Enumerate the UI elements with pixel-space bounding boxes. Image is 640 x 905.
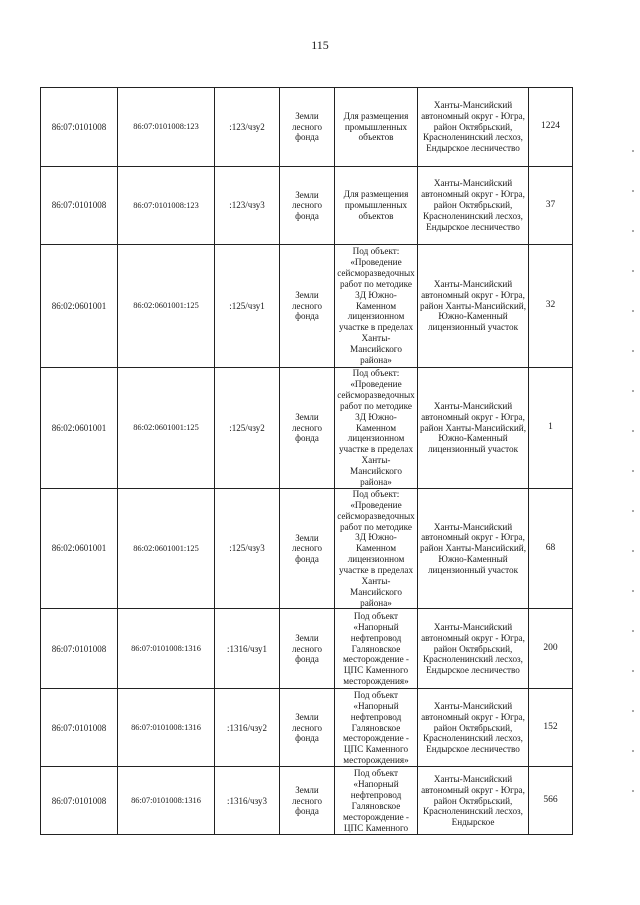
area-cell: 1 <box>529 368 573 489</box>
cadastral-number-cell: 86:02:0601001:125 <box>118 489 215 609</box>
part-number-cell: :125/чзу1 <box>215 245 280 368</box>
land-category-cell: Земли лесного фонда <box>280 489 335 609</box>
scan-edge-marks <box>632 150 636 850</box>
land-category-cell: Земли лесного фонда <box>280 88 335 167</box>
cadastral-number-cell: 86:07:0101008:1316 <box>118 609 215 689</box>
cadastral-quarter-cell: 86:02:0601001 <box>41 489 118 609</box>
permitted-use-cell: Для размещения промышленных объектов <box>335 88 418 167</box>
land-category-cell: Земли лесного фонда <box>280 609 335 689</box>
permitted-use-cell: Под объект: «Проведение сейсморазведочных работ по методике 3Д Южно-Каменном лицензионном участке в пределах Ханты-Мансийского района» <box>335 245 418 368</box>
location-cell: Ханты-Мансийский автономный округ - Югра, район Ханты-Мансийский, Южно-Каменный лицензионный участок <box>418 245 529 368</box>
land-category-cell: Земли лесного фонда <box>280 368 335 489</box>
part-number-cell: :1316/чзу3 <box>215 767 280 835</box>
part-number-cell: :123/чзу3 <box>215 167 280 245</box>
cadastral-quarter-cell: 86:07:0101008 <box>41 88 118 167</box>
area-cell: 566 <box>529 767 573 835</box>
location-cell: Ханты-Мансийский автономный округ - Югра, район Ханты-Мансийский, Южно-Каменный лицензионный участок <box>418 368 529 489</box>
cadastral-quarter-cell: 86:07:0101008 <box>41 609 118 689</box>
land-category-cell: Земли лесного фонда <box>280 245 335 368</box>
location-cell: Ханты-Мансийский автономный округ - Югра, район Октябрьский, Красноленинский лесхоз, Ендырское лесничество <box>418 88 529 167</box>
land-category-cell: Земли лесного фонда <box>280 167 335 245</box>
cadastral-number-cell: 86:07:0101008:123 <box>118 167 215 245</box>
cadastral-number-cell: 86:02:0601001:125 <box>118 368 215 489</box>
area-cell: 68 <box>529 489 573 609</box>
cadastral-quarter-cell: 86:07:0101008 <box>41 167 118 245</box>
part-number-cell: :125/чзу3 <box>215 489 280 609</box>
area-cell: 37 <box>529 167 573 245</box>
land-category-cell: Земли лесного фонда <box>280 689 335 767</box>
table-row <box>41 767 573 835</box>
area-cell: 200 <box>529 609 573 689</box>
table-body <box>41 88 573 835</box>
part-number-cell: :1316/чзу1 <box>215 609 280 689</box>
table-row <box>41 609 573 689</box>
cadastral-quarter-cell: 86:07:0101008 <box>41 767 118 835</box>
table-row <box>41 689 573 767</box>
land-category-cell: Земли лесного фонда <box>280 767 335 835</box>
table-row <box>41 167 573 245</box>
table-row <box>41 368 573 489</box>
table-row <box>41 489 573 609</box>
area-cell: 32 <box>529 245 573 368</box>
permitted-use-cell: Для размещения промышленных объектов <box>335 167 418 245</box>
area-cell: 152 <box>529 689 573 767</box>
location-cell: Ханты-Мансийский автономный округ - Югра, район Октябрьский, Красноленинский лесхоз, Ендырское лесничество <box>418 689 529 767</box>
table-row <box>41 88 573 167</box>
permitted-use-cell: Под объект: «Проведение сейсморазведочных работ по методике 3Д Южно-Каменном лицензионном участке в пределах Ханты-Мансийского района» <box>335 368 418 489</box>
cadastral-number-cell: 86:07:0101008:123 <box>118 88 215 167</box>
cadastral-quarter-cell: 86:02:0601001 <box>41 368 118 489</box>
part-number-cell: :125/чзу2 <box>215 368 280 489</box>
cadastral-quarter-cell: 86:02:0601001 <box>41 245 118 368</box>
cadastral-number-cell: 86:07:0101008:1316 <box>118 689 215 767</box>
part-number-cell: :123/чзу2 <box>215 88 280 167</box>
area-cell: 1224 <box>529 88 573 167</box>
permitted-use-cell: Под объект «Напорный нефтепровод Галяновское месторождение - ЦПС Каменного месторождения» <box>335 609 418 689</box>
permitted-use-cell: Под объект «Напорный нефтепровод Галяновское месторождение - ЦПС Каменного месторождения» <box>335 689 418 767</box>
permitted-use-cell: Под объект «Напорный нефтепровод Галяновское месторождение - ЦПС Каменного <box>335 767 418 835</box>
table-row <box>41 245 573 368</box>
land-plots-table <box>40 87 573 835</box>
cadastral-quarter-cell: 86:07:0101008 <box>41 689 118 767</box>
permitted-use-cell: Под объект: «Проведение сейсморазведочных работ по методике 3Д Южно-Каменном лицензионном участке в пределах Ханты-Мансийского района» <box>335 489 418 609</box>
location-cell: Ханты-Мансийский автономный округ - Югра, район Октябрьский, Красноленинский лесхоз, Ендырское лесничество <box>418 609 529 689</box>
part-number-cell: :1316/чзу2 <box>215 689 280 767</box>
page-number: 115 <box>311 38 329 52</box>
location-cell: Ханты-Мансийский автономный округ - Югра, район Октябрьский, Красноленинский лесхоз, Ендырское <box>418 767 529 835</box>
cadastral-number-cell: 86:07:0101008:1316 <box>118 767 215 835</box>
location-cell: Ханты-Мансийский автономный округ - Югра, район Октябрьский, Красноленинский лесхоз, Ендырское лесничество <box>418 167 529 245</box>
cadastral-number-cell: 86:02:0601001:125 <box>118 245 215 368</box>
location-cell: Ханты-Мансийский автономный округ - Югра, район Ханты-Мансийский, Южно-Каменный лицензионный участок <box>418 489 529 609</box>
